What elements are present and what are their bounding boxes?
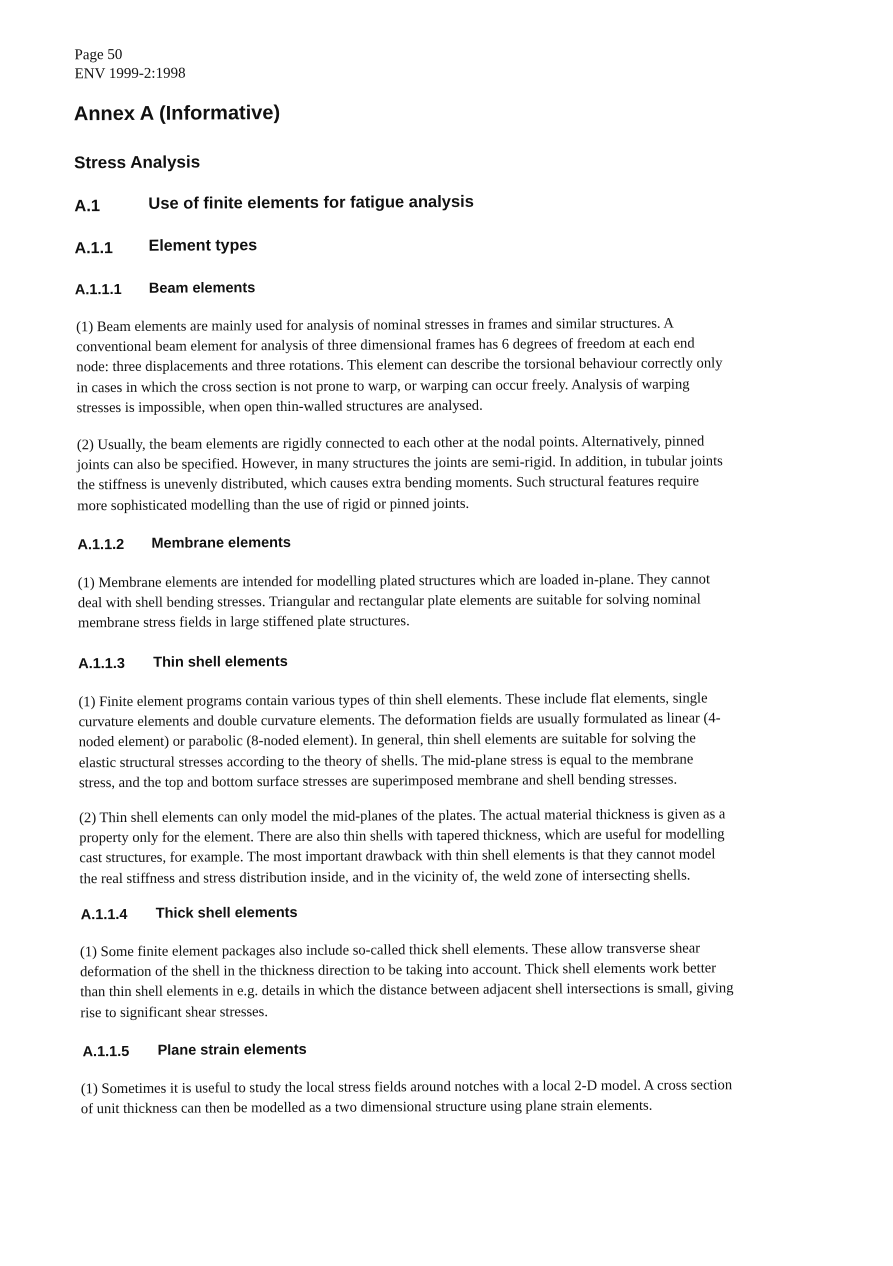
heading-a111-title: Beam elements [148,280,256,297]
text-line: of unit thickness can then be modelled as a two dimensional structure using plane strain elements. [80,1097,653,1118]
text-line: elastic structural stresses according to the theory of shells. The mid-plane stress is equal to the membrane [78,751,694,771]
text-line: property only for the element. There are also thin shells with tapered thickness, which are useful for modelling [79,826,725,847]
heading-a112-number: A.1.1.2 [77,536,125,554]
text-line: conventional beam element for analysis of three dimensional frames has 6 degrees of freedom at each end [76,335,695,356]
standard-reference: ENV 1999-2:1998 [74,65,186,83]
paragraph-a113-1 [78,688,814,794]
page-number: Page 50 [74,46,123,64]
text-line: node: three displacements and three rotations. This element can describe the torsional behaviour correctly only [76,355,723,376]
text-line: more sophisticated modelling than the use of rigid or pinned joints. [77,495,470,514]
heading-a11-number: A.1.1 [74,240,113,258]
paragraph-a113-2 [79,804,814,889]
text-line: curvature elements and double curvature elements. The deformation fields are usually formulated as linear (4- [78,710,721,731]
paragraph-a111-2 [77,431,812,516]
heading-a111-number: A.1.1.1 [74,281,122,299]
text-line: the real stiffness and stress distribution inside, and in the vicinity of, the weld zone of intersecting shells. [79,867,691,887]
text-line: (2) Usually, the beam elements are rigidly connected to each other at the nodal points. Alternatively, pinned [76,433,705,454]
heading-a112-title: Membrane elements [151,534,291,552]
section-title: Stress Analysis [74,152,201,173]
paragraph-a115-1 [81,1075,816,1120]
heading-a113-title: Thin shell elements [153,653,288,671]
text-line: (2) Thin shell elements can only model the mid-planes of the plates. The actual material thickness is given as a [79,806,726,827]
heading-a1-number: A.1 [74,197,101,216]
text-line: (1) Finite element programs contain various types of thin shell elements. These include flat elements, single [78,690,708,711]
text-line: (1) Sometimes it is useful to study the local stress fields around notches with a local 2-D model. A cross section [80,1077,733,1098]
heading-a115-number: A.1.1.5 [82,1043,130,1061]
text-line: the stiffness is unevenly distributed, which causes extra bending moments. Such structural features require [77,473,699,494]
text-line: than thin shell elements in e.g. details in which the distance between adjacent shell intersections is small, giving [80,980,734,1001]
text-line: stresses is impossible, when open thin-walled structures are analysed. [76,397,483,417]
text-line: noded element) or parabolic (8-noded element). In general, thin shell elements are suitable for solving the [78,730,696,751]
text-line: in cases in which the cross section is not prone to warp, or warping can occur freely. Analysis of warping [76,376,690,396]
text-line: rise to significant shear stresses. [80,1003,269,1021]
paragraph-a111-1 [76,313,812,419]
heading-a113-number: A.1.1.3 [78,655,125,673]
heading-a114-number: A.1.1.4 [80,906,128,924]
text-line: deal with shell bending stresses. Triangular and rectangular plate elements are suitable for solving nominal [77,591,701,612]
text-line: (1) Beam elements are mainly used for analysis of nominal stresses in frames and similar structures. A [76,315,674,336]
heading-a1-title: Use of finite elements for fatigue analysis [148,192,474,213]
text-line: (1) Membrane elements are intended for modelling plated structures which are loaded in-plane. They cannot [77,571,711,592]
text-line: cast structures, for example. The most important drawback with thin shell elements is that they cannot model [79,846,716,867]
paragraph-a112-1 [78,569,813,634]
heading-a115-title: Plane strain elements [157,1041,307,1059]
heading-a114-title: Thick shell elements [155,904,298,922]
text-line: stress, and the top and bottom surface stresses are superimposed membrane and shell bending stresses. [78,771,678,792]
annex-title: Annex A (Informative) [73,102,281,126]
text-line: deformation of the shell in the thickness direction to be taking into account. Thick shell elements work better [80,960,717,981]
text-line: (1) Some finite element packages also include so-called thick shell elements. These allow transverse shear [79,940,701,961]
text-line: membrane stress fields in large stiffened plate structures. [77,613,410,632]
text-line: joints can also be specified. However, in many structures the joints are semi-rigid. In addition, in tubular joints [76,453,723,474]
paragraph-a114-1 [80,938,815,1023]
heading-a11-title: Element types [148,237,258,255]
